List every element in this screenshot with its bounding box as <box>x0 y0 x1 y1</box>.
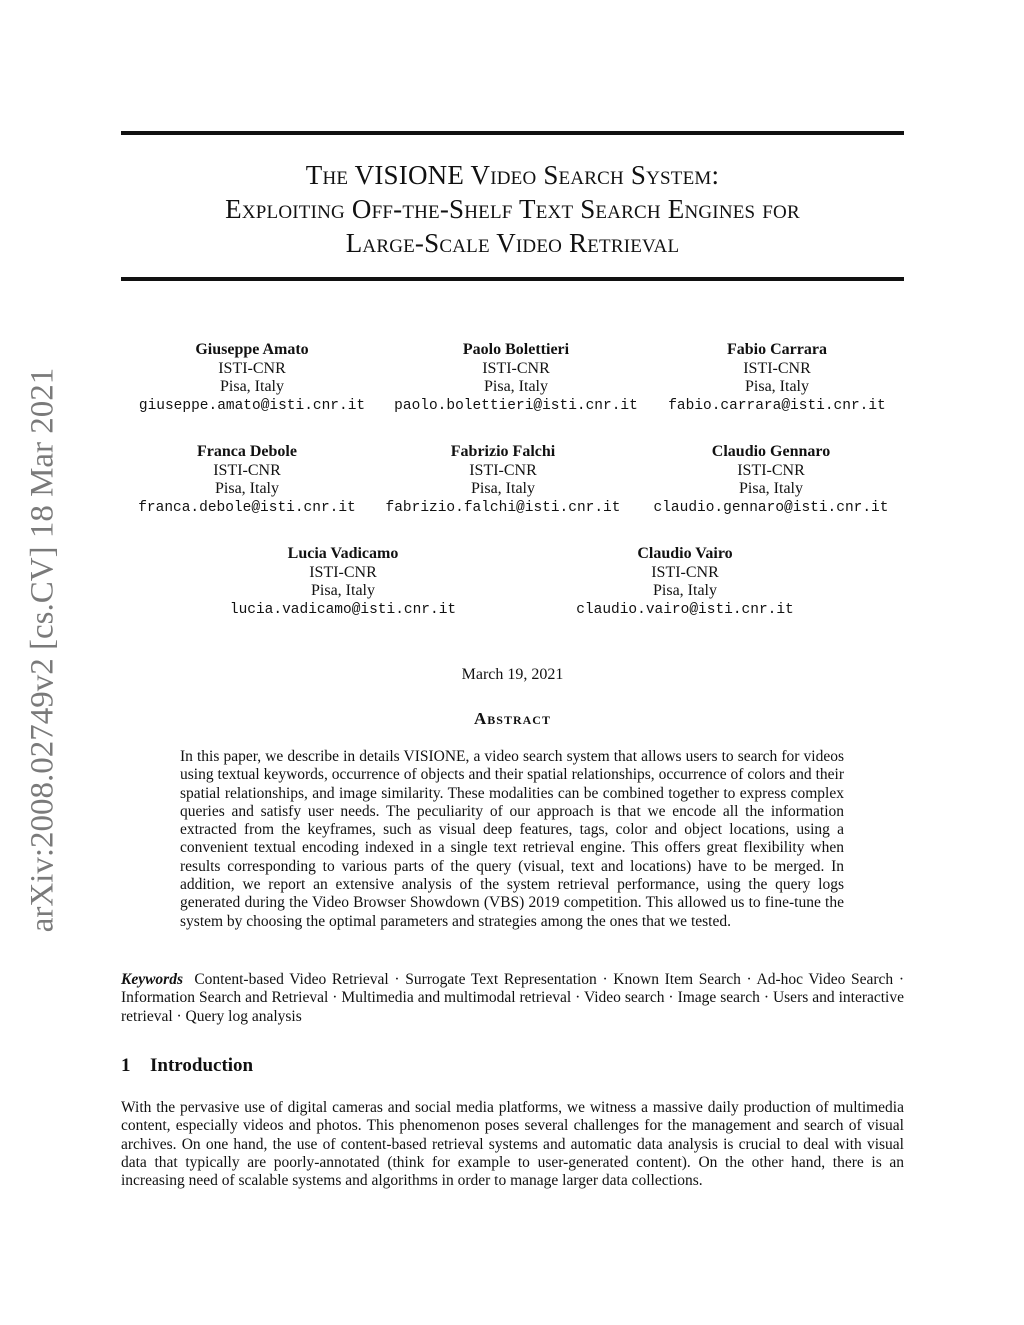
keywords-text: Content-based Video Retrieval · Surrogate Text Representation · Known Item Search · Ad-hoc Video Search · Information Search and Retrieval · Multimedia and multimodal retrieval · Video search · Image search · Users and interactive retrieval · Query log analysis <box>121 971 905 1025</box>
title-rule-bottom <box>121 277 904 281</box>
author-email[interactable]: giuseppe.amato@isti.cnr.it <box>138 397 366 414</box>
introduction-paragraph: With the pervasive use of digital cameras and social media platforms, we witness a massive daily production of multimedia content, especially videos and photos. This phenomenon poses several challenges for the management and search of visual archives. On one hand, the use of content-based retrieval systems and automatic data analysis is crucial to deal with visual data that typically are poorly-annotated (think for example to user-generated content). On the other hand, there is an increasing need of scalable systems and algorithms in order to manage larger data collections. <box>121 1099 904 1190</box>
author-email[interactable]: fabrizio.falchi@isti.cnr.it <box>385 499 621 516</box>
author-name: Claudio Gennaro <box>711 443 831 460</box>
author-name: Claudio Vairo <box>637 545 733 562</box>
author-name: Giuseppe Amato <box>195 341 309 358</box>
author-email[interactable]: franca.debole@isti.cnr.it <box>138 499 356 516</box>
section-number: 1 <box>121 1055 131 1076</box>
author-email[interactable]: paolo.bolettieri@isti.cnr.it <box>394 397 638 414</box>
publication-date: March 19, 2021 <box>461 666 564 683</box>
author-block <box>213 545 473 619</box>
abstract-text: In this paper, we describe in details VISIONE, a video search system that allows users to search for videos using textual keywords, occurrence of objects and their spatial relationships, occurrence of colors and their spatial relationships, and image similarity. These modalities can be combined together to express complex queries and satisfy user needs. The peculiarity of our approach is that we encode all the information extracted from the keyframes, such as visual deep features, tags, color and object locations, using a convenient textual encoding indexed in a single text retrieval engine. This offers great flexibility when results corresponding to various parts of the query (visual, text and locations) have to be merged. In addition, we report an extensive analysis of the system retrieval performance, using the query logs generated during the Video Browser Showdown (VBS) 2019 competition. This allowed us to fine-tune the system by choosing the optimal parameters and strategies among the ones that we tested. <box>180 748 844 930</box>
author-affiliation: ISTI-CNR <box>482 359 550 377</box>
title-rule-top <box>121 131 904 135</box>
author-location: Pisa, Italy <box>739 480 803 497</box>
author-block <box>372 443 634 517</box>
author-affiliation: ISTI-CNR <box>737 461 805 479</box>
paper-title <box>121 158 904 260</box>
author-location: Pisa, Italy <box>745 378 809 395</box>
author-location: Pisa, Italy <box>215 480 279 497</box>
section-heading-introduction <box>121 1055 253 1077</box>
title-line-2: Exploiting Off-the-Shelf Text Search Engines for <box>225 194 800 224</box>
author-location: Pisa, Italy <box>311 582 375 599</box>
title-line-1: The VISIONE Video Search System: <box>305 160 720 190</box>
keywords-paragraph <box>121 971 904 1026</box>
author-affiliation: ISTI-CNR <box>651 563 719 581</box>
author-affiliation: ISTI-CNR <box>743 359 811 377</box>
author-affiliation: ISTI-CNR <box>309 563 377 581</box>
author-email[interactable]: claudio.vairo@isti.cnr.it <box>576 601 794 618</box>
author-block <box>122 341 382 415</box>
author-location: Pisa, Italy <box>484 378 548 395</box>
arxiv-identifier: arXiv:2008.02749v2 [cs.CV] 18 Mar 2021 <box>24 367 61 933</box>
author-block <box>652 341 902 415</box>
arxiv-side-stamp <box>18 350 68 950</box>
keywords-label: Keywords <box>121 971 183 988</box>
author-name: Fabio Carrara <box>727 341 827 358</box>
title-line-3: Large-Scale Video Retrieval <box>345 228 680 258</box>
author-name: Fabrizio Falchi <box>450 443 556 460</box>
author-email[interactable]: fabio.carrara@isti.cnr.it <box>668 397 886 414</box>
section-title: Introduction <box>150 1055 254 1076</box>
author-name: Franca Debole <box>197 443 297 460</box>
author-affiliation: ISTI-CNR <box>213 461 281 479</box>
author-location: Pisa, Italy <box>471 480 535 497</box>
author-name: Paolo Bolettieri <box>462 341 570 358</box>
author-location: Pisa, Italy <box>220 378 284 395</box>
author-name: Lucia Vadicamo <box>287 545 399 562</box>
author-block <box>560 545 810 619</box>
author-block <box>640 443 902 517</box>
author-block <box>380 341 652 415</box>
author-block <box>122 443 372 517</box>
author-affiliation: ISTI-CNR <box>218 359 286 377</box>
author-affiliation: ISTI-CNR <box>469 461 537 479</box>
author-email[interactable]: claudio.gennaro@isti.cnr.it <box>653 499 889 516</box>
author-email[interactable]: lucia.vadicamo@isti.cnr.it <box>229 601 457 618</box>
abstract-heading: Abstract <box>474 709 551 728</box>
author-location: Pisa, Italy <box>653 582 717 599</box>
